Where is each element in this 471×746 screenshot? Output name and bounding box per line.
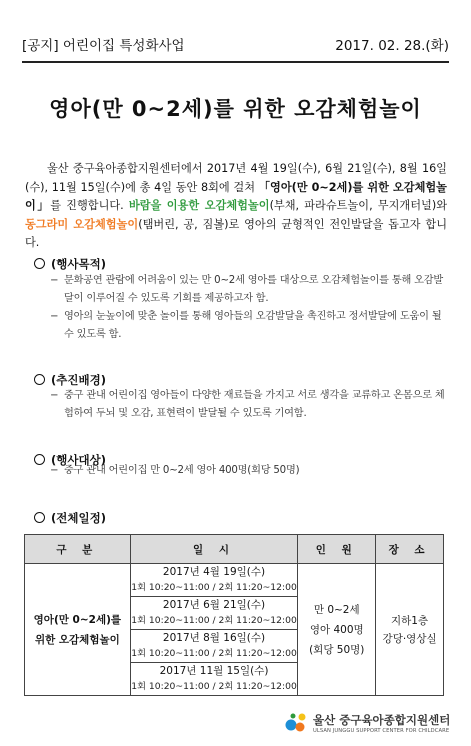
location-cell: 지하1층 강당·영상실: [376, 564, 444, 696]
round-activity: 동그라미 오감체험놀이: [25, 217, 139, 231]
date-cell: 2017년 6월 21일(수) 1회 10:20~11:00 / 2회 11:20~12:00: [130, 597, 298, 630]
schedule-table: [24, 534, 444, 696]
background-item-1: − 중구 관내 어린이집 영아들이 다양한 재료들을 가지고 서로 생각을 교류하고 온몸으로 체험하여 두뇌 및 오감, 표현력이 발달될 수 있도록 기여함.: [50, 390, 445, 419]
program-name: 「영아(만 0~2세)를 위한 오감체험놀이」: [25, 180, 447, 212]
section-schedule-heading: (전체일정): [34, 510, 106, 526]
header-location: 장 소: [376, 535, 444, 564]
intro-text-3: (부채, 파라슈트놀이, 무지개터널)와: [269, 199, 448, 212]
notice-header: [22, 34, 449, 58]
page-title: 영아(만 0~2세)를 위한 오감체험놀이: [49, 97, 422, 121]
purpose-item-2: − 영아의 눈높이에 맞춘 놀이를 통해 영아들의 오감발달을 촉진하고 정서발달에 도움이 될 수 있도록 함.: [50, 311, 442, 340]
table-header-row: [25, 535, 444, 564]
section-purpose-heading: (행사목적): [34, 256, 106, 272]
intro-paragraph: [25, 160, 447, 253]
circle-bullet-icon: [34, 374, 45, 385]
intro-text-4: (탬버린, 공, 짐볼)로 영아의 균형적인 전인발달을 돕고자 합니다.: [25, 217, 448, 249]
center-logo-icon: [283, 710, 309, 736]
table-row: [25, 564, 444, 597]
purpose-item-1: − 문화공연 관람에 어려움이 있는 만 0~2세 영아를 대상으로 오감체험놀이를 통해 오감발달이 이루어질 수 있도록 기회를 제공하고자 함.: [50, 275, 444, 304]
section-background-heading: (추진배경): [34, 372, 106, 388]
date-cell: 2017년 11월 15일(수) 1회 10:20~11:00 / 2회 11:20~12:00: [130, 663, 298, 696]
notice-date: 2017. 02. 28.(화): [335, 38, 449, 54]
header-participants: 인 원: [298, 535, 376, 564]
header-divider: [22, 61, 449, 63]
header-category: 구 분: [25, 535, 131, 564]
wind-activity: 바람을 이용한 오감체험놀이: [128, 199, 270, 212]
section-target-heading: (행사대상): [34, 452, 106, 468]
notice-label: [공지] 어린이집 특성화사업: [22, 38, 185, 54]
date-cell: 2017년 8월 16일(수) 1회 10:20~11:00 / 2회 11:20~12:00: [130, 630, 298, 663]
circle-bullet-icon: [34, 454, 45, 465]
date-cell: 2017년 4월 19일(수) 1회 10:20~11:00 / 2회 11:20~12:00: [130, 564, 298, 597]
center-name-ko: 울산 중구육아종합지원센터: [313, 713, 451, 727]
intro-text-1: 울산 중구육아종합지원센터에서 2017년 4월 19일(수), 6월 21일(수), 8월 16일(수), 11월 15일(수)에 총 4일 동안 8회에 걸쳐: [25, 162, 447, 194]
center-name-en: ULSAN JUNGGU SUPPORT CENTER FOR CHILDCARE: [313, 728, 450, 734]
participants-cell: 만 0~2세 영아 400명 (회당 50명): [298, 564, 376, 696]
category-cell: 영아(만 0~2세)를 위한 오감체험놀이: [25, 564, 131, 696]
header-datetime: 일 시: [130, 535, 298, 564]
circle-bullet-icon: [34, 512, 45, 523]
center-logo: [283, 710, 453, 738]
intro-text-2: 를 진행합니다.: [50, 199, 129, 212]
target-item-1: − 중구 관내 어린이집 만 0~2세 영아 400명(회당 50명): [50, 465, 300, 476]
circle-bullet-icon: [34, 258, 45, 269]
